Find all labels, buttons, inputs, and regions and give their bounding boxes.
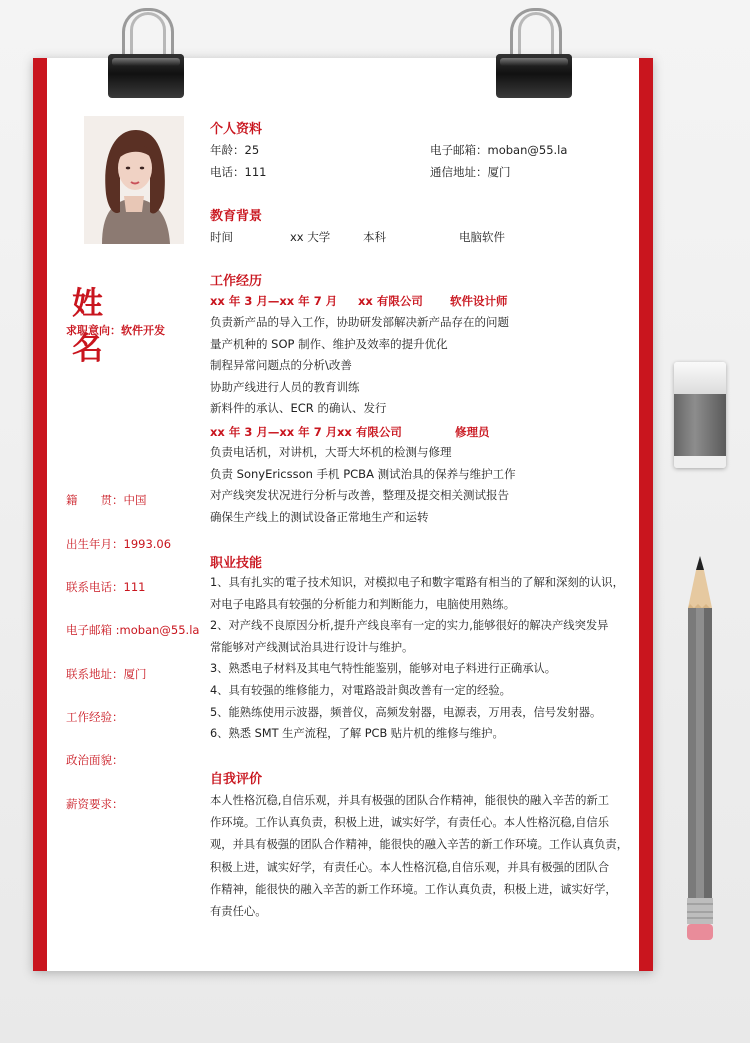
- education-school: xx 大学: [290, 230, 331, 244]
- self-eval-line: 积极上进，诚实好学，有责任心。本人性格沉稳,自信乐观，并具有极强的团队合: [210, 860, 609, 874]
- job-2-company: xx 有限公司: [337, 425, 402, 439]
- left-red-border: [33, 58, 47, 971]
- job-2-duties: [210, 442, 625, 528]
- sidebar-email: 电子邮箱 :moban@55.la: [66, 623, 200, 637]
- job-2-duty: 负责电话机，对讲机，大哥大坏机的检测与修理: [210, 445, 452, 459]
- job-2-duty: 对产线突发状况进行分析与改善，整理及提交相关测试报告: [210, 488, 509, 503]
- job-1-duties: [210, 312, 625, 420]
- skill-line: 4、具有较强的维修能力，对電路設計與改善有一定的经验。: [210, 683, 511, 697]
- job-1-duty: 量产机种的 SOP 制作、维护及效率的提升优化: [210, 336, 448, 351]
- profile-photo: [84, 116, 184, 244]
- job-1-duty: 制程异常问题点的分析\改善: [210, 358, 352, 373]
- skill-line: 1、具有扎实的電子技术知识，对模拟电子和數字電路有相当的了解和深刻的认识，: [210, 576, 624, 589]
- binder-clip-right-front: [496, 8, 572, 98]
- skills-list: [210, 572, 625, 745]
- job-intent: 求职意向：软件开发: [66, 324, 165, 337]
- self-eval-line: 作环境。工作认真负责，积极上进，诚实好学，有责任心。本人性格沉稳,自信乐: [210, 816, 609, 830]
- work-experience-title: 工作经历: [210, 274, 263, 289]
- sidebar-birth-date: 出生年月：1993.06: [66, 537, 172, 551]
- age-text: 年龄：25: [210, 143, 260, 157]
- pencil-image: [686, 556, 714, 942]
- sidebar-political-status: 政治面貌：: [66, 753, 124, 767]
- education-title: 教育背景: [210, 209, 263, 224]
- job-1-duty: 负责新产品的导入工作，协助研发部解决新产品存在的问题: [210, 315, 509, 329]
- sidebar-work-experience: 工作经验：: [66, 710, 124, 724]
- job-1-company: xx 有限公司: [358, 294, 423, 308]
- job-1-duty: 新料件的承认、ECR 的确认、发行: [210, 401, 387, 416]
- sidebar-address: 联系地址：厦门: [66, 667, 147, 681]
- self-eval-line: 本人性格沉稳,自信乐观，并具有极强的团队合作精神，能很快的融入辛苦的新工: [210, 794, 609, 807]
- education-time: 时间: [210, 230, 233, 244]
- binder-clip-left-front: [108, 8, 184, 98]
- eraser-image: [674, 362, 726, 468]
- skill-line: 对电子电路具有较强的分析能力和判断能力，电脑使用熟练。: [210, 597, 516, 611]
- self-eval-line: 有责任心。: [210, 905, 267, 919]
- personal-info-title: 个人资料: [210, 122, 263, 137]
- job-1-duty: 协助产线进行人员的教育训练: [210, 379, 360, 394]
- sidebar-salary: 薪资要求：: [66, 797, 124, 811]
- job-1-position: 软件设计师: [450, 294, 508, 308]
- job-2-period: xx 年 3 月—xx 年 7 月: [210, 425, 338, 439]
- education-degree: 本科: [363, 230, 386, 244]
- skill-line: 3、熟悉电子材料及其电气特性能鉴别，能够对电子料进行正确承认。: [210, 662, 557, 676]
- self-eval-line: 作精神，能很快的融入辛苦的新工作环境。工作认真负责，积极上进，诚实好学，: [210, 882, 617, 896]
- right-red-border: [639, 58, 653, 971]
- skill-line: 6、熟悉 SMT 生产流程，了解 PCB 贴片机的维修与维护。: [210, 727, 504, 741]
- job-2-duty: 确保生产线上的测试设备正常地生产和运转: [210, 509, 429, 524]
- email-text: 电子邮箱：moban@55.la: [430, 143, 568, 157]
- job-2-position: 修理员: [455, 425, 490, 439]
- education-major: 电脑软件: [459, 230, 505, 244]
- sidebar-native-place: 籍 贯：中国: [66, 493, 147, 507]
- skills-title: 职业技能: [210, 556, 263, 571]
- job-2-duty: 负责 SonyEricsson 手机 PCBA 测试治具的保养与维护工作: [210, 466, 516, 481]
- job-1-period: xx 年 3 月—xx 年 7 月: [210, 294, 338, 308]
- self-eval-line: 观，并具有极强的团队合作精神，能很快的融入辛苦的新工作环境。工作认真负责，: [210, 838, 628, 852]
- skill-line: 2、对产线不良原因分析,提升产线良率有一定的实力,能够很好的解决产线突发异: [210, 619, 609, 633]
- self-evaluation-title: 自我评价: [210, 772, 263, 787]
- candidate-name: 姓 名: [72, 286, 117, 367]
- self-evaluation-text: [210, 790, 628, 923]
- phone-text: 电话：111: [210, 165, 267, 179]
- skill-line: 常能够对产线测试治具进行设计与维护。: [210, 640, 414, 654]
- sidebar-phone: 联系电话：111: [66, 580, 146, 594]
- skill-line: 5、能熟练使用示波器，频普仪，高频发射器，电源表，万用表，信号发射器。: [210, 705, 602, 719]
- address-text: 通信地址：厦门: [430, 165, 511, 179]
